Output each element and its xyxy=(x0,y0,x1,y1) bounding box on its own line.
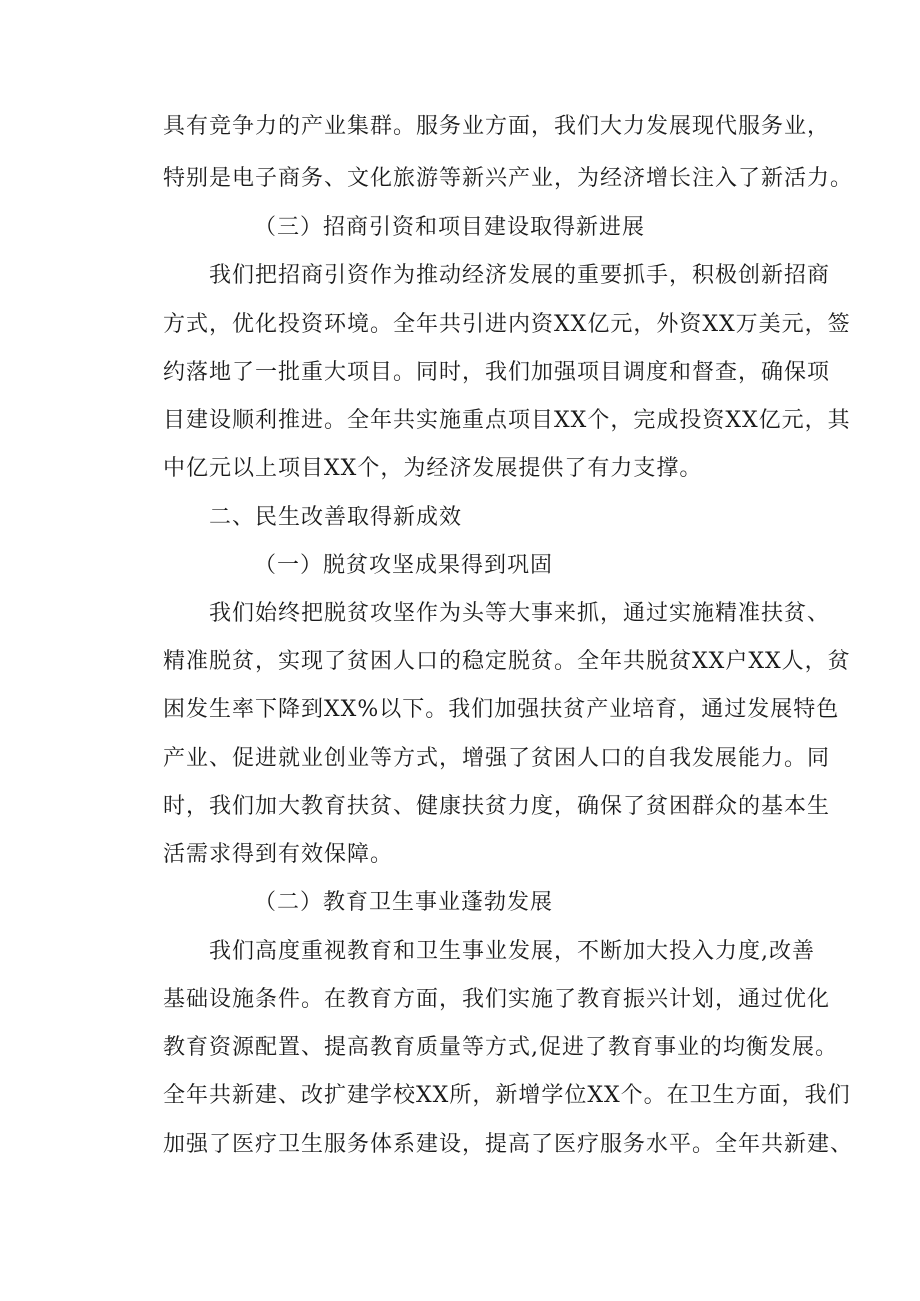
paragraph-first-line: 我们高度重视教育和卫生事业发展，不断加大投入力度,改善 xyxy=(209,939,815,964)
body-text-line: 精准脱贫，实现了贫困人口的稳定脱贫。全年共脱贫XX户XX人，贫 xyxy=(163,649,851,674)
body-text-line: 特别是电子商务、文化旅游等新兴产业，为经济增长注入了新活力。 xyxy=(163,166,854,191)
paragraph-first-line: 我们始终把脱贫攻坚作为头等大事来抓，通过实施精准扶贫、 xyxy=(209,601,831,626)
section-subheading: （三）招商引资和项目建设取得新进展 xyxy=(254,215,646,240)
body-text-line: 基础设施条件。在教育方面，我们实施了教育振兴计划，通过优化 xyxy=(163,987,831,1012)
paragraph-first-line: 我们把招商引资作为推动经济发展的重要抓手，积极创新招商 xyxy=(209,263,831,288)
body-text-line: 中亿元以上项目XX个，为经济发展提供了有力支撑。 xyxy=(163,456,703,481)
body-text-line: 约落地了一批重大项目。同时，我们加强项目调度和督查，确保项 xyxy=(163,360,831,385)
body-text-line: 时，我们加大教育扶贫、健康扶贫力度，确保了贫困群众的基本生 xyxy=(163,794,831,819)
section-subheading: （一）脱贫攻坚成果得到巩固 xyxy=(254,553,554,578)
body-text-line: 具有竞争力的产业集群。服务业方面，我们大力发展现代服务业， xyxy=(163,114,831,139)
section-heading: 二、民生改善取得新成效 xyxy=(209,505,463,530)
body-text-line: 困发生率下降到XX%以下。我们加强扶贫产业培育，通过发展特色 xyxy=(163,697,840,722)
body-text-line: 全年共新建、改扩建学校XX所，新增学位XX个。在卫生方面，我们 xyxy=(163,1083,851,1108)
body-text-line: 加强了医疗卫生服务体系建设，提高了医疗服务水平。全年共新建、 xyxy=(163,1132,854,1157)
body-text-line: 活需求得到有效保障。 xyxy=(163,842,394,867)
body-text-line: 教育资源配置、提高教育质量等方式,促进了教育事业的均衡发展。 xyxy=(163,1035,838,1060)
body-text-line: 目建设顺利推进。全年共实施重点项目XX个，完成投资XX亿元，其 xyxy=(163,408,851,433)
body-text-line: 产业、促进就业创业等方式，增强了贫困人口的自我发展能力。同 xyxy=(163,746,831,771)
section-subheading: （二）教育卫生事业蓬勃发展 xyxy=(254,890,554,915)
body-text-line: 方式，优化投资环境。全年共引进内资XX亿元，外资XX万美元，签 xyxy=(163,312,851,337)
